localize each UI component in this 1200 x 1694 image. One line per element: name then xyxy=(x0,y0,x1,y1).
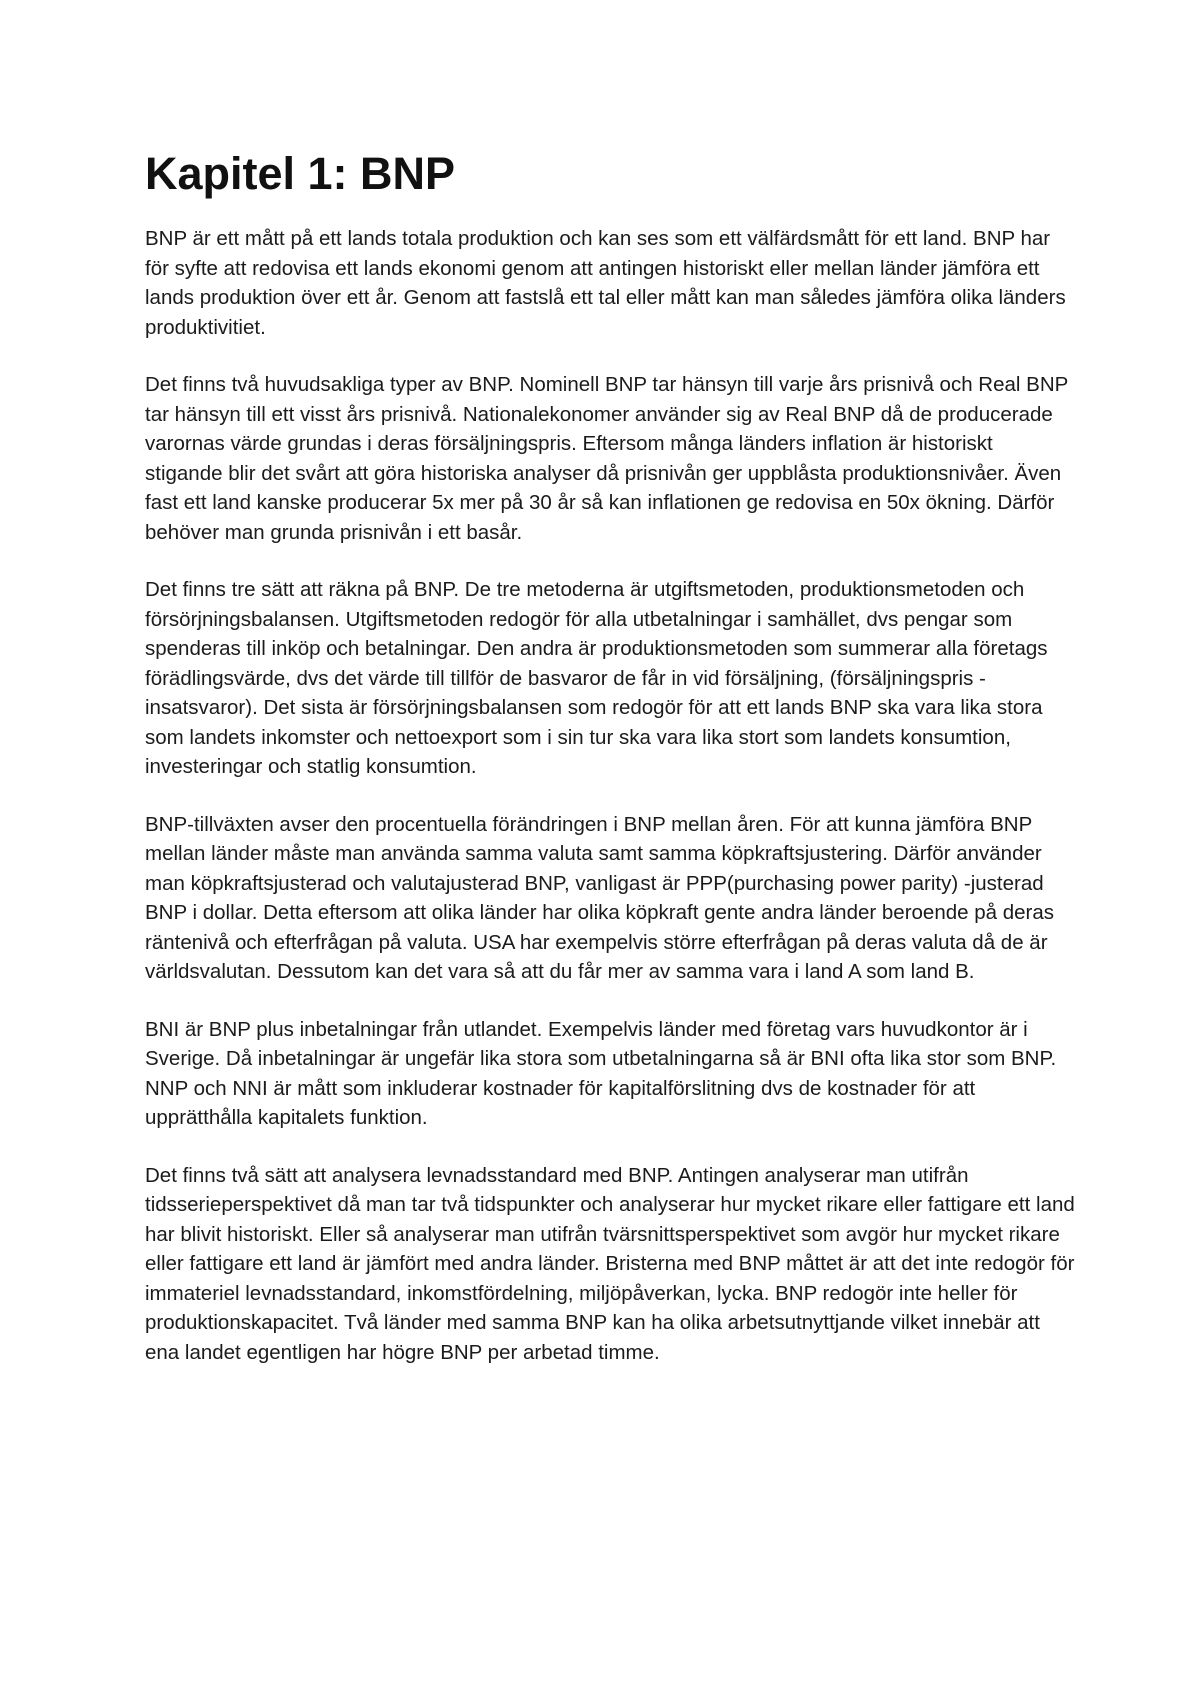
paragraph-bnp-growth: BNP-tillväxten avser den procentuella förändringen i BNP mellan åren. För att kunna jämföra BNP mellan länder måste man använda samma valuta samt samma köpkraftsjustering. Därför använder man köpkraftsjusterad och valutajusterad BNP, vanligast är PPP(purchasing power parity) -justerad BNP i dollar. Detta eftersom att olika länder har olika köpkraft gente andra länder beroende på deras räntenivå och efterfrågan på valuta. USA har exempelvis större efterfrågan på deras valuta då de är världsvalutan. Dessutom kan det vara så att du får mer av samma vara i land A som land B. xyxy=(145,812,1054,983)
document-content xyxy=(145,148,1075,1395)
paragraph-bnp-types: Det finns två huvudsakliga typer av BNP. Nominell BNP tar hänsyn till varje års prisnivå och Real BNP tar hänsyn till ett visst års prisnivå. Nationalekonomer använder sig av Real BNP då de producerade varornas värde grundas i deras försäljningspris. Eftersom många länders inflation är historiskt stigande blir det svårt att göra historiska analyser då prisnivån ger uppblåsta produktionsnivåer. Även fast ett land kanske producerar 5x mer på 30 år så kan inflationen ge redovisa en 50x ökning. Därför behöver man grunda prisnivån i ett basår. xyxy=(145,373,1068,544)
paragraph-bnp-definition: BNP är ett mått på ett lands totala produktion och kan ses som ett välfärdsmått för ett land. BNP har för syfte att redovisa ett lands ekonomi genom att antingen historiskt eller mellan länder jämföra ett lands produktion över ett år. Genom att fastslå ett tal eller mått kan man således jämföra olika länders produktivitiet. xyxy=(145,227,1066,339)
paragraph-living-standard: Det finns två sätt att analysera levnadsstandard med BNP. Antingen analyserar man utifrån tidsserieperspektivet då man tar två tidspunkter och analyserar hur mycket rikare eller fattigare ett land har blivit historiskt. Eller så analyserar man utifrån tvärsnittsperspektivet som avgör hur mycket rikare eller fattigare ett land är jämfört med andra länder. Bristerna med BNP måttet är att det inte redogör för immateriel levnadsstandard, inkomstfördelning, miljöpåverkan, lycka. BNP redogör inte heller för produktionskapacitet. Två länder med samma BNP kan ha olika arbetsutnyttjande vilket innebär att ena landet egentligen har högre BNP per arbetad timme. xyxy=(145,1163,1075,1364)
paragraph-bnp-methods: Det finns tre sätt att räkna på BNP. De tre metoderna är utgiftsmetoden, produktionsmetoden och försörjningsbalansen. Utgiftsmetoden redogör för alla utbetalningar i samhället, dvs pengar som spenderas till inköp och betalningar. Den andra är produktionsmetoden som summerar alla företags förädlingsvärde, dvs det värde till tillför de basvaror de får in vid försäljning, (försäljningspris - insatsvaror). Det sista är försörjningsbalansen som redogör för att ett lands BNP ska vara lika stora som landets inkomster och nettoexport som i sin tur ska vara lika stort som landets konsumtion, investeringar och statlig konsumtion. xyxy=(145,578,1048,778)
paragraph-bni: BNI är BNP plus inbetalningar från utlandet. Exempelvis länder med företag vars huvudkontor är i Sverige. Då inbetalningar är ungefär lika stora som utbetalningarna så är BNI ofta lika stor som BNP. NNP och NNI är mått som inkluderar kostnader för kapitalförslitning dvs de kostnader för att upprätthålla kapitalets funktion. xyxy=(145,1017,1057,1129)
chapter-title: Kapitel 1: BNP xyxy=(145,148,456,199)
